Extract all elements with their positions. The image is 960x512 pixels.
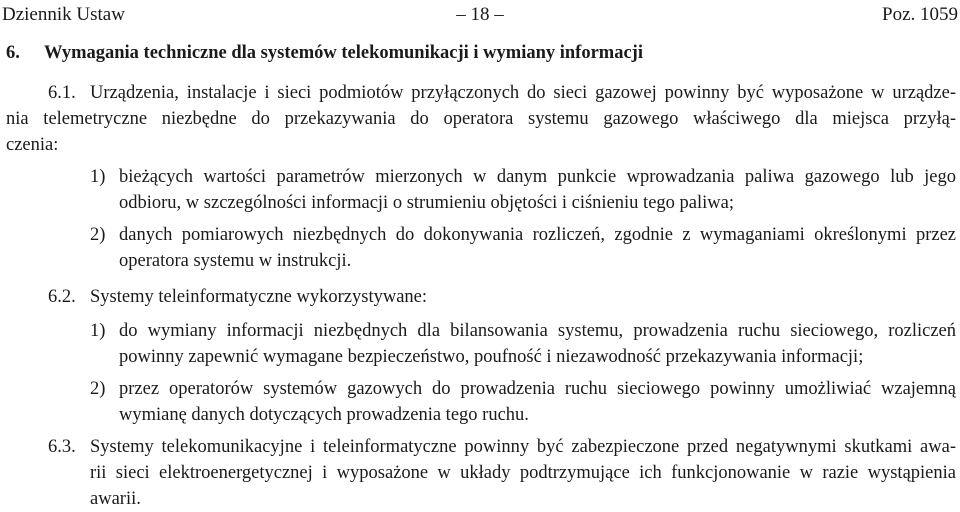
text-line: nia telemetryczne niezbędne do przekazywania do operatora systemu gazowego właściwego dla miejsca przyłą- bbox=[6, 109, 956, 129]
text-line: rii sieci elektroenergetycznej i wyposażone w układy podtrzymujące ich funkcjonowanie w razie wystąpienia bbox=[90, 463, 956, 483]
text-line: Systemy telekomunikacyjne i teleinformatyczne powinny być zabezpieczone przed negatywnymi skutkami awa- bbox=[90, 437, 956, 457]
text-line: awarii. bbox=[90, 489, 141, 509]
subsection-6-1-text-first bbox=[90, 80, 956, 106]
text-line: bieżących wartości parametrów mierzonych w danym punkcie wprowadzania paliwa gazowego lub jego bbox=[119, 167, 956, 187]
text-line: operatora systemu w instrukcji. bbox=[119, 251, 352, 271]
subsection-6-1-text bbox=[6, 106, 956, 158]
list-item-6-1-2 bbox=[119, 222, 956, 274]
text-line: do wymiany informacji niezbędnych dla bilansowania systemu, prowadzenia ruchu sieciowego, rozliczeń bbox=[119, 321, 956, 341]
journal-name: Dziennik Ustaw bbox=[2, 4, 125, 25]
list-marker: 1) bbox=[90, 167, 106, 187]
list-marker: 2) bbox=[90, 379, 106, 399]
page-number: – 18 – bbox=[456, 4, 504, 25]
subsection-6-3-text bbox=[90, 460, 956, 512]
section-title-text: Wymagania techniczne dla systemów telekomunikacji i wymiany informacji bbox=[44, 43, 643, 63]
section-heading bbox=[6, 40, 643, 66]
list-marker: 1) bbox=[90, 321, 106, 341]
list-item-6-1-1 bbox=[119, 164, 956, 216]
subsection-number-6-3: 6.3. bbox=[48, 437, 76, 457]
subsection-number-6-1: 6.1. bbox=[48, 83, 76, 103]
text-line: powinny zapewnić wymagane bezpieczeństwo, poufność i niezawodność przekazywania informacji; bbox=[119, 347, 864, 367]
text-line: Systemy teleinformatyczne wykorzystywane: bbox=[90, 287, 428, 307]
text-line: odbioru, w szczególności informacji o strumieniu objętości i ciśnieniu tego paliwa; bbox=[119, 193, 734, 213]
text-line: czenia: bbox=[6, 135, 59, 155]
text-line: Urządzenia, instalacje i sieci podmiotów przyłączonych do sieci gazowej powinny być wyposażone w urządze- bbox=[90, 83, 956, 103]
list-marker: 2) bbox=[90, 225, 106, 245]
text-line: przez operatorów systemów gazowych do prowadzenia ruchu sieciowego powinny umożliwiać wzajemną bbox=[119, 379, 956, 399]
text-line: danych pomiarowych niezbędnych do dokonywania rozliczeń, zgodnie z wymaganiami określonymi przez bbox=[119, 225, 956, 245]
subsection-6-3-text-first bbox=[90, 434, 956, 460]
list-item-6-2-2 bbox=[119, 376, 956, 428]
text-line: wymianę danych dotyczących prowadzenia tego ruchu. bbox=[119, 405, 529, 425]
section-number: 6. bbox=[6, 43, 20, 63]
subsection-number-6-2: 6.2. bbox=[48, 287, 76, 307]
subsection-6-2-text bbox=[90, 284, 956, 310]
page-header bbox=[0, 2, 960, 28]
list-item-6-2-1 bbox=[119, 318, 956, 370]
position-number: Poz. 1059 bbox=[882, 4, 958, 25]
